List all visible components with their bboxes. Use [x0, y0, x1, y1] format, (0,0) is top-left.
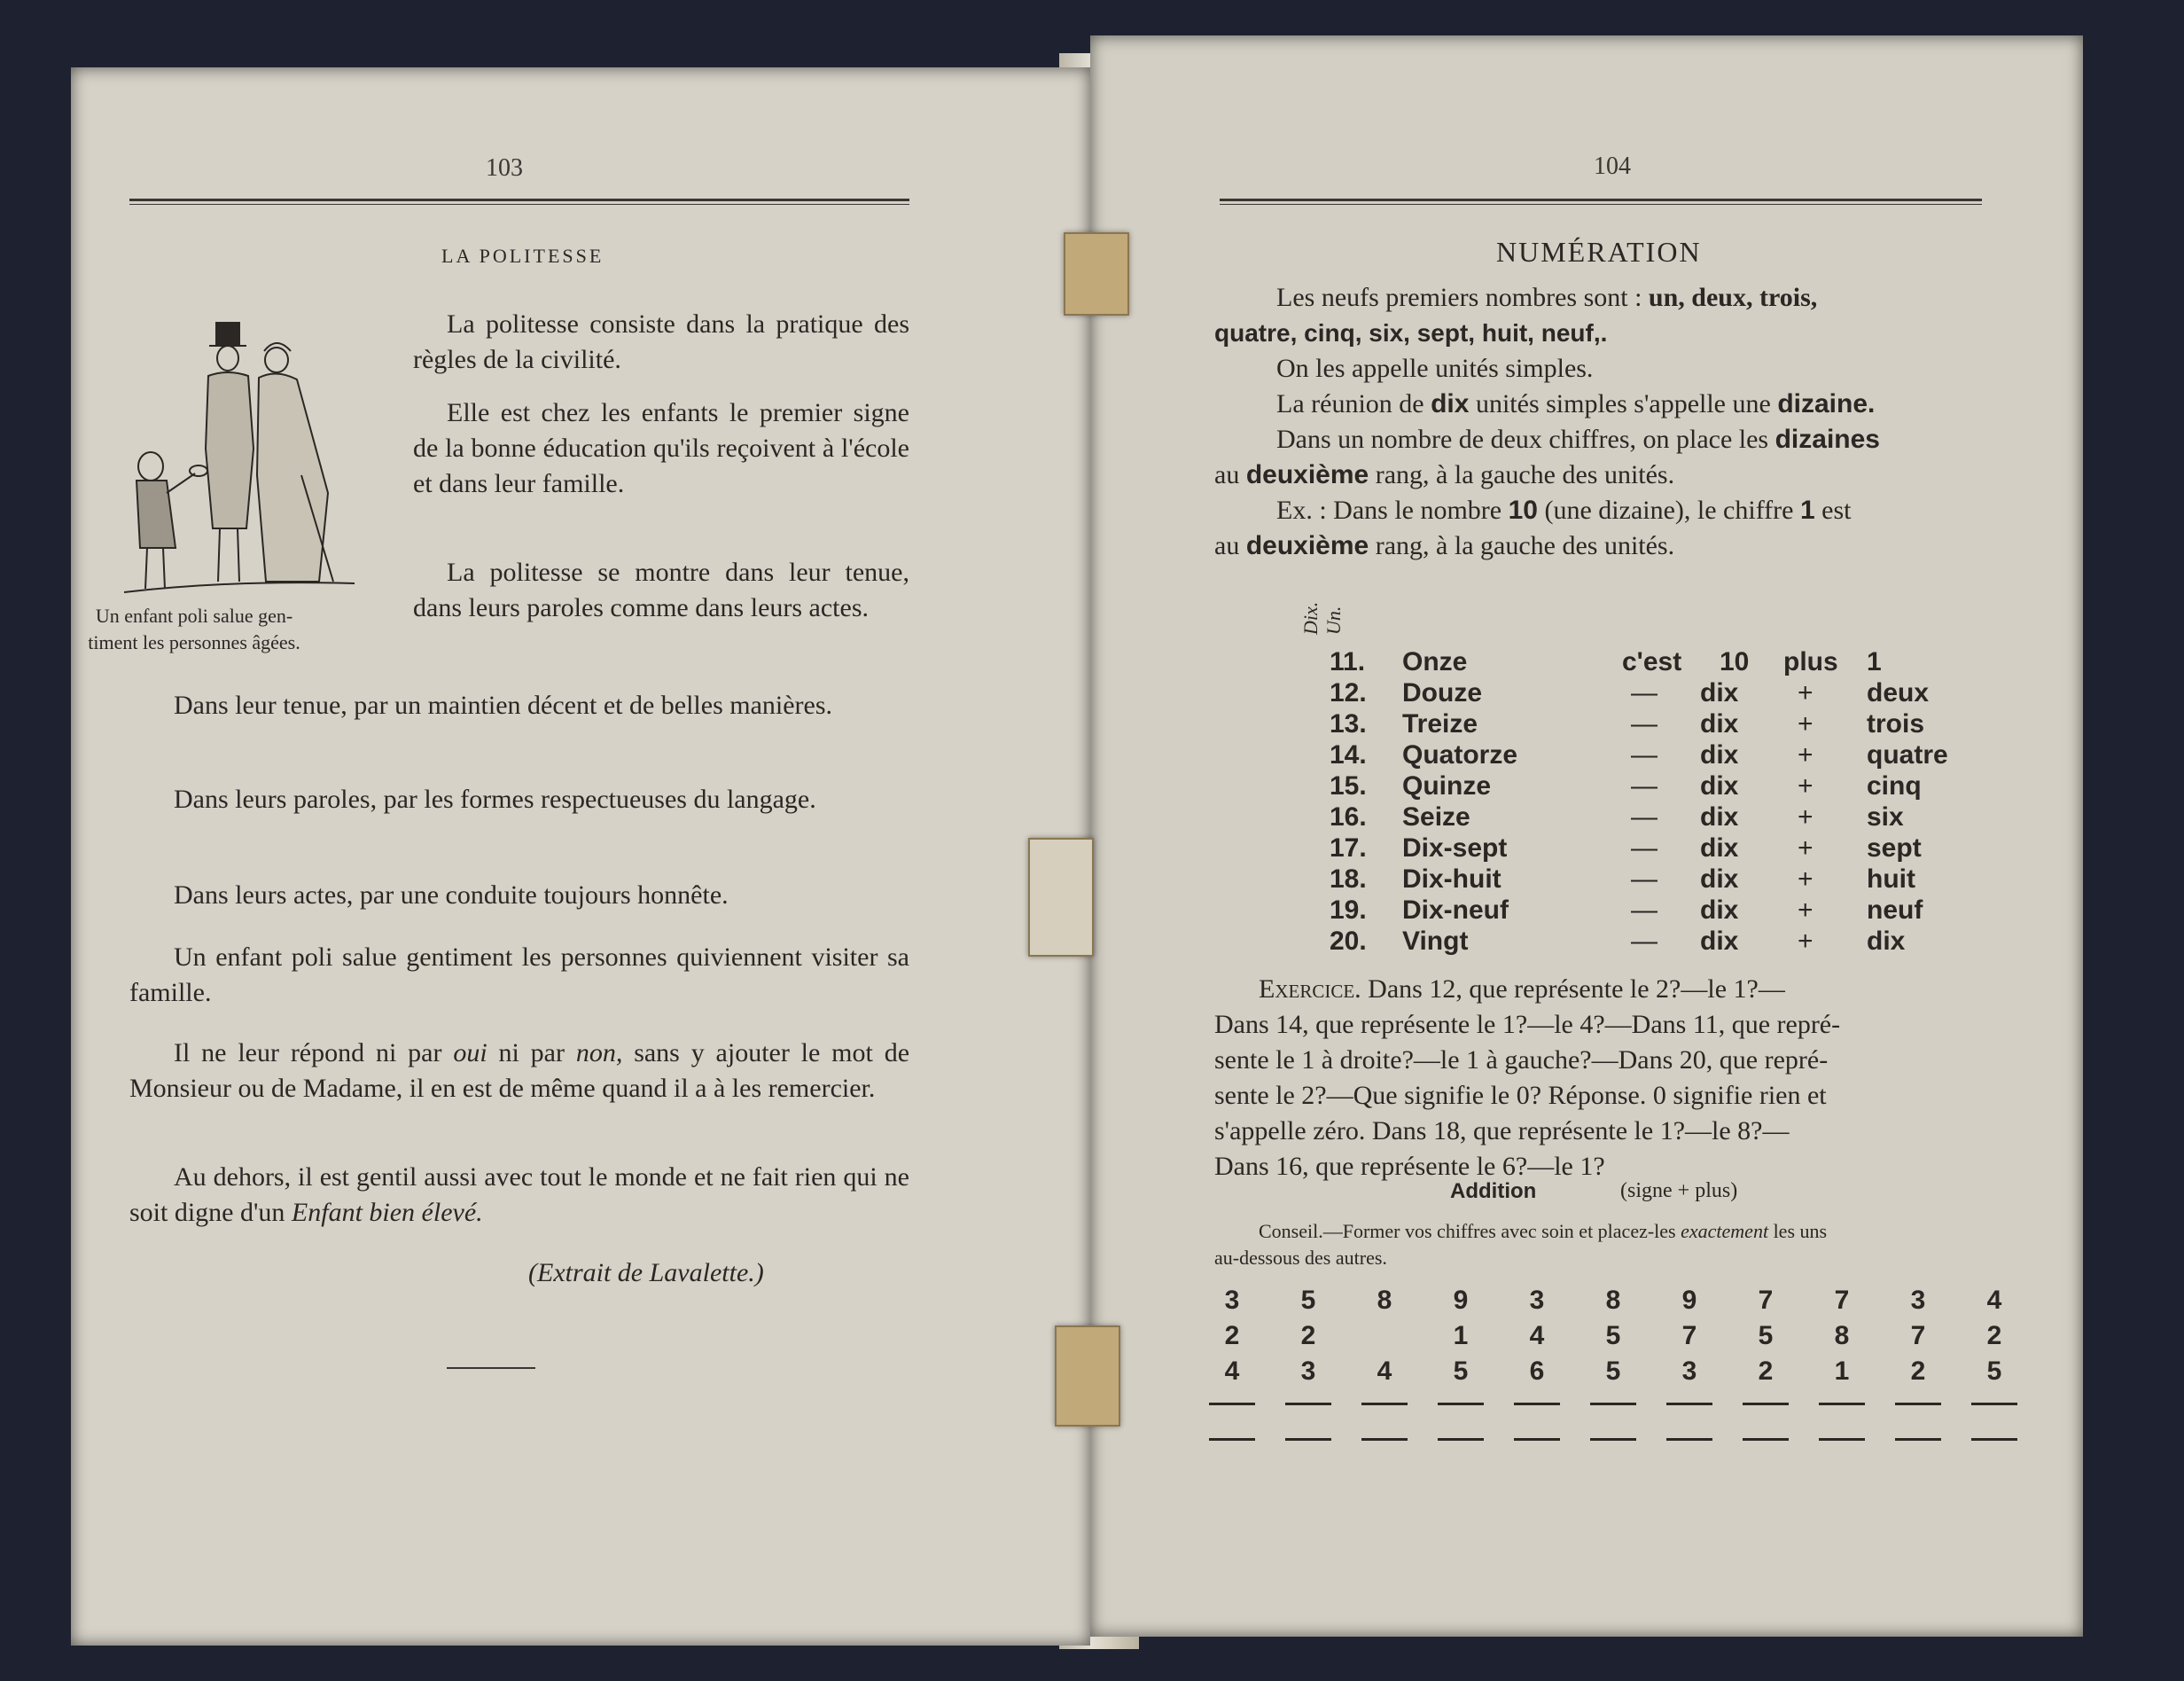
table-cell-unit: huit: [1867, 864, 1915, 894]
table-cell-name: Treize: [1402, 709, 1478, 739]
paragraph-1: La politesse consiste dans la pratique des règles de la civilité.: [413, 309, 909, 374]
table-cell-dash: —: [1631, 864, 1658, 894]
addition-digit: 4: [1377, 1357, 1392, 1386]
addition-exercises: [1214, 1286, 2012, 1463]
word-oui: oui: [453, 1038, 488, 1067]
binding-tape-top: [1064, 232, 1129, 316]
line-7-part-a: Ex. : Dans le nombre: [1276, 496, 1509, 525]
addition-digit: 5: [1758, 1321, 1774, 1350]
line-4-part-d: dizaine.: [1777, 389, 1876, 418]
addition-subtitle: (signe + plus): [1620, 1179, 1738, 1202]
table-cell-dix: dix: [1700, 802, 1739, 832]
sum-line: [1590, 1403, 1636, 1405]
paragraph-9-part-a: Au dehors, il est gentil aussi avec tout le monde et ne fait rien qui ne soit digne d'un: [129, 1162, 909, 1227]
table-cell-plus: +: [1798, 678, 1814, 708]
sum-line: [1666, 1403, 1712, 1405]
paragraph-3: La politesse se montre dans leur tenue, dans leurs paroles comme dans leurs actes.: [413, 558, 909, 622]
addition-digit: 7: [1758, 1286, 1774, 1315]
numeration-line-6: [1214, 457, 2012, 493]
addition-digit: 2: [1300, 1321, 1316, 1350]
answer-line: [1209, 1438, 1255, 1441]
sum-line: [1438, 1403, 1484, 1405]
conseil-line-2: au-dessous des autres.: [1214, 1247, 1387, 1269]
table-cell-dix: dix: [1700, 771, 1739, 801]
exercise-line-1: [1214, 972, 2012, 1007]
addition-digit: 5: [1453, 1357, 1469, 1386]
left-page: [71, 67, 1090, 1646]
addition-digit: 5: [1300, 1286, 1316, 1315]
table-cell-dash: —: [1631, 709, 1658, 739]
answer-line: [1666, 1438, 1712, 1441]
numeration-line-3: On les appelle unités simples.: [1276, 354, 1594, 383]
line-6-part-c: rang, à la gauche des unités.: [1369, 460, 1675, 489]
phrase-enfant-bien-eleve: Enfant bien élevé.: [291, 1198, 483, 1227]
addition-digit: 5: [1605, 1357, 1621, 1386]
table-row: [1330, 864, 2039, 895]
numeration-line-1: [1276, 280, 2021, 316]
table-cell-dix: dix: [1700, 927, 1739, 956]
column-labels: [1299, 582, 1353, 644]
table-header-row: [1330, 647, 2039, 678]
addition-digit: 8: [1377, 1286, 1392, 1315]
numeration-line-4: [1276, 387, 2021, 422]
table-cell-plus: +: [1798, 864, 1814, 894]
table-cell-unit: neuf: [1867, 895, 1923, 925]
paragraph-5: Dans leurs paroles, par les formes respectueuses du langage.: [174, 785, 816, 814]
answer-line: [1285, 1438, 1331, 1441]
addition-digit: 8: [1834, 1321, 1850, 1350]
addition-title: Addition: [1450, 1179, 1537, 1203]
paragraph-9: [129, 1160, 909, 1231]
table-cell-num: 13.: [1330, 709, 1367, 739]
table-cell-name: Douze: [1402, 678, 1482, 708]
row-number: 11.: [1330, 647, 1366, 676]
addition-digit: 2: [1224, 1321, 1240, 1350]
addition-digit: 3: [1300, 1357, 1316, 1386]
illustration-caption-line2: timent les personnes âgées.: [88, 631, 300, 653]
table-row: [1330, 709, 2039, 740]
illustration-caption-line1: Un enfant poli salue gen-: [95, 605, 293, 627]
addition-digit: 3: [1681, 1357, 1697, 1386]
row-ten: 10: [1720, 647, 1750, 676]
paragraph-4: Dans leur tenue, par un maintien décent et de belles manières.: [174, 691, 833, 720]
table-cell-dix: dix: [1700, 864, 1739, 894]
table-cell-dash: —: [1631, 740, 1658, 770]
table-cell-name: Quatorze: [1402, 740, 1518, 770]
line-4-part-b: dix: [1431, 389, 1470, 418]
line-8-part-a: au: [1214, 531, 1246, 560]
table-row: [1330, 740, 2039, 771]
row-name: Onze: [1402, 647, 1468, 676]
addition-digit: 3: [1910, 1286, 1926, 1315]
answer-line: [1438, 1438, 1484, 1441]
illustration-child-greeting: [124, 316, 363, 599]
table-cell-plus: +: [1798, 895, 1814, 925]
line-5-part-b: dizaines: [1774, 425, 1880, 454]
section-title-politesse: LA POLITESSE: [441, 245, 604, 267]
line-4-part-c: unités simples s'appelle une: [1469, 389, 1778, 418]
table-row: [1330, 678, 2039, 709]
addition-digit: 4: [1986, 1286, 2002, 1315]
addition-digit: 5: [1605, 1321, 1621, 1350]
table-cell-num: 16.: [1330, 802, 1367, 832]
table-cell-dix: dix: [1700, 833, 1739, 863]
exercise-label: Exercice.: [1259, 974, 1361, 1004]
conseil-line-1: [1259, 1218, 2021, 1245]
right-page: [1090, 35, 2083, 1637]
line-7-part-c: (une dizaine), le chiffre: [1537, 496, 1800, 525]
sum-line: [1743, 1403, 1789, 1405]
numeration-line-5: [1276, 422, 2021, 457]
table-cell-name: Vingt: [1402, 927, 1469, 956]
addition-digit: 1: [1834, 1357, 1850, 1386]
exercise-line-2: Dans 14, que représente le 1?—le 4?—Dans 11, que repré-: [1214, 1010, 1841, 1039]
addition-digit: 2: [1986, 1321, 2002, 1350]
numbers-table: [1330, 647, 2039, 966]
table-cell-num: 19.: [1330, 895, 1367, 925]
sum-line: [1361, 1403, 1408, 1405]
addition-digit: 7: [1834, 1286, 1850, 1315]
paragraph-8-part-c: sans y ajouter le mot de Monsieur ou de Madame, il en est de même quand il a à les remercier.: [129, 1038, 910, 1103]
paragraph-2: Elle est chez les enfants le premier signe de la bonne éducation qu'ils reçoivent à l'école et dans leur famille.: [413, 398, 909, 498]
line-6-part-b: deuxième: [1245, 460, 1369, 489]
table-cell-dash: —: [1631, 927, 1658, 956]
table-cell-plus: +: [1798, 709, 1814, 739]
table-row: [1330, 833, 2039, 864]
addition-digit: 7: [1681, 1321, 1697, 1350]
end-rule-left: [447, 1367, 535, 1369]
table-cell-plus: +: [1798, 740, 1814, 770]
table-cell-plus: +: [1798, 802, 1814, 832]
line-8-part-b: deuxième: [1245, 531, 1369, 560]
paragraph-8-part-b: ni par: [487, 1038, 576, 1067]
conseil-exactement: exactement: [1681, 1220, 1769, 1242]
sum-line: [1895, 1403, 1941, 1405]
table-cell-dix: dix: [1700, 740, 1739, 770]
line-1-part-b: un, deux, trois,: [1648, 283, 1818, 312]
paragraph-8: [129, 1036, 909, 1106]
section-title-numeration: NUMÉRATION: [1496, 236, 1702, 268]
addition-digit: 1: [1453, 1321, 1469, 1350]
exercise-line-6: Dans 16, que représente le 6?—le 1?: [1214, 1152, 1605, 1181]
sum-line: [1209, 1403, 1255, 1405]
label-dix: Dix.: [1299, 601, 1322, 635]
answer-line: [1361, 1438, 1408, 1441]
table-cell-unit: quatre: [1867, 740, 1948, 770]
paragraph-8-part-a: Il ne leur répond ni par: [174, 1038, 454, 1067]
addition-digit: 8: [1605, 1286, 1621, 1315]
addition-digit: 6: [1529, 1357, 1545, 1386]
sum-line: [1971, 1403, 2017, 1405]
numeration-line-8: [1214, 528, 2012, 564]
addition-digit: 3: [1224, 1286, 1240, 1315]
table-cell-num: 15.: [1330, 771, 1367, 801]
exercise-block: [1214, 972, 2012, 1185]
page-number-left: 103: [486, 154, 523, 182]
table-cell-num: 18.: [1330, 864, 1367, 894]
table-row: [1330, 895, 2039, 927]
sum-line: [1819, 1403, 1865, 1405]
exercise-line-1-text: Dans 12, que représente le 2?—le 1?—: [1368, 974, 1785, 1004]
answer-line: [1590, 1438, 1636, 1441]
paragraph-6: Dans leurs actes, par une conduite toujours honnête.: [174, 880, 729, 910]
line-7-part-b: 10: [1508, 496, 1538, 525]
table-cell-dash: —: [1631, 771, 1658, 801]
sum-line: [1514, 1403, 1560, 1405]
answer-line: [1895, 1438, 1941, 1441]
answer-line: [1743, 1438, 1789, 1441]
table-cell-unit: deux: [1867, 678, 1930, 708]
table-cell-plus: +: [1798, 771, 1814, 801]
table-row: [1330, 927, 2039, 958]
header-rule-left: [129, 199, 909, 205]
addition-digit: 7: [1910, 1321, 1926, 1350]
addition-digit: 9: [1453, 1286, 1469, 1315]
conseil-part-a: Conseil.—Former vos chiffres avec soin et placez-les: [1259, 1220, 1681, 1242]
table-cell-num: 17.: [1330, 833, 1367, 863]
exercise-line-3: sente le 1 à droite?—le 1 à gauche?—Dans 20, que repré-: [1214, 1045, 1829, 1075]
table-cell-num: 14.: [1330, 740, 1367, 770]
addition-digit: 4: [1529, 1321, 1545, 1350]
header-rule-right: [1220, 199, 1982, 205]
table-cell-dash: —: [1631, 678, 1658, 708]
row-plus: plus: [1783, 647, 1838, 676]
addition-digit: 4: [1224, 1357, 1240, 1386]
table-cell-name: Seize: [1402, 802, 1470, 832]
addition-digit: 9: [1681, 1286, 1697, 1315]
table-cell-unit: six: [1867, 802, 1904, 832]
answer-line: [1514, 1438, 1560, 1441]
line-7-part-d: 1: [1799, 496, 1815, 525]
table-cell-name: Dix-neuf: [1402, 895, 1509, 925]
paragraph-7: Un enfant poli salue gentiment les personnes quiviennent visiter sa famille.: [129, 942, 909, 1007]
binding-tape-middle: [1028, 838, 1094, 957]
table-cell-plus: +: [1798, 927, 1814, 956]
exercise-line-4: sente le 2?—Que signifie le 0? Réponse. 0 signifie rien et: [1214, 1081, 1827, 1110]
source-citation: (Extrait de Lavalette.): [528, 1258, 764, 1287]
line-7-part-e: est: [1814, 496, 1852, 525]
table-cell-unit: trois: [1867, 709, 1925, 739]
row-one: 1: [1867, 647, 1882, 676]
table-row: [1330, 771, 2039, 802]
table-cell-num: 20.: [1330, 927, 1367, 956]
line-1-part-a: Les neufs premiers nombres sont :: [1276, 283, 1642, 312]
table-cell-unit: dix: [1867, 927, 1906, 956]
label-un: Un.: [1322, 606, 1345, 635]
line-8-part-c: rang, à la gauche des unités.: [1369, 531, 1675, 560]
line-5-part-a: Dans un nombre de deux chiffres, on place les: [1276, 425, 1775, 454]
table-cell-name: Quinze: [1402, 771, 1492, 801]
table-cell-dix: dix: [1700, 678, 1739, 708]
sum-line: [1285, 1403, 1331, 1405]
table-cell-plus: +: [1798, 833, 1814, 863]
addition-digit: 2: [1910, 1357, 1926, 1386]
table-cell-num: 12.: [1330, 678, 1367, 708]
table-cell-dix: dix: [1700, 895, 1739, 925]
table-cell-dash: —: [1631, 802, 1658, 832]
table-cell-dash: —: [1631, 895, 1658, 925]
answer-line: [1819, 1438, 1865, 1441]
table-row: [1330, 802, 2039, 833]
table-cell-dix: dix: [1700, 709, 1739, 739]
answer-line: [1971, 1438, 2017, 1441]
table-cell-name: Dix-sept: [1402, 833, 1508, 863]
line-6-part-a: au: [1214, 460, 1246, 489]
word-non: non,: [575, 1038, 623, 1067]
line-4-part-a: La réunion de: [1276, 389, 1431, 418]
table-cell-name: Dix-huit: [1402, 864, 1502, 894]
numeration-line-7: [1276, 493, 2021, 528]
addition-digit: 3: [1529, 1286, 1545, 1315]
table-cell-unit: cinq: [1867, 771, 1922, 801]
row-cest: c'est: [1622, 647, 1682, 676]
numeration-line-2: quatre, cinq, six, sept, huit, neuf,.: [1214, 319, 1608, 347]
addition-digit: 2: [1758, 1357, 1774, 1386]
page-number-right: 104: [1594, 152, 1631, 180]
addition-digit: 5: [1986, 1357, 2002, 1386]
conseil-part-b: les uns: [1768, 1220, 1828, 1242]
binding-tape-bottom: [1055, 1325, 1120, 1427]
table-cell-unit: sept: [1867, 833, 1922, 863]
exercise-line-5: s'appelle zéro. Dans 18, que représente le 1?—le 8?—: [1214, 1116, 1790, 1145]
table-cell-dash: —: [1631, 833, 1658, 863]
